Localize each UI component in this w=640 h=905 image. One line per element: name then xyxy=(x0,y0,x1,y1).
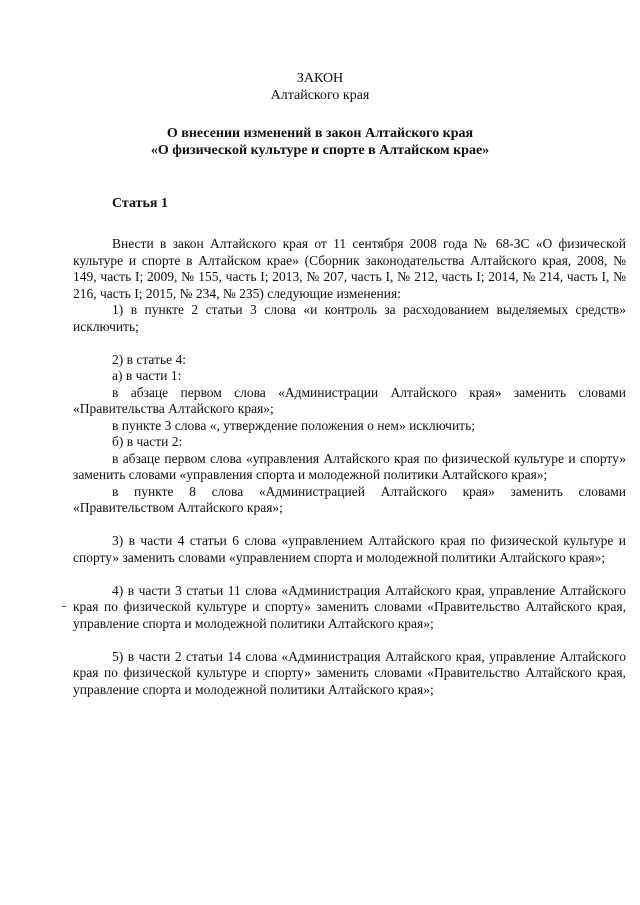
paragraph: в пункте 8 слова «Администрацией Алтайского края» заменить словами «Правительством Алтайского края»; xyxy=(73,483,626,515)
doc-issuer: Алтайского края xyxy=(270,88,370,103)
scan-mark xyxy=(62,606,66,607)
subject-line-1: О внесении изменений в закон Алтайского края xyxy=(166,126,474,141)
paragraph: 5) в части 2 статьи 14 слова «Администрация Алтайского края, управление Алтайского края по физической культуре и спорту» заменить словами «Правительство Алтайского края, управление спорта и молодежной политики Алтайского края»; xyxy=(73,648,626,697)
doc-subject xyxy=(0,125,640,159)
paragraph: а) в части 1: xyxy=(112,368,182,383)
paragraph: в пункте 3 слова «, утверждение положения о нем» исключить; xyxy=(112,417,475,433)
title-block xyxy=(0,70,640,104)
paragraph: Внести в закон Алтайского края от 11 сентября 2008 года № 68-ЗС «О физической культуре и спорте в Алтайском крае» (Сборник законодательства Алтайского края, 2008, № 149, часть I; 2009, № 155, часть I; 2013, № 207, часть I, № 212, часть I; 2014, № 214, часть I, № 216, часть I; 2015, № 234, № 235) следующие изменения: xyxy=(73,236,627,301)
paragraph-gap xyxy=(73,517,626,534)
paragraph: 4) в части 3 статьи 11 слова «Администрация Алтайского края, управление Алтайского края по физической культуре и спорту» заменить словами «Правительство Алтайского края, управление спорта и молодежной политики Алтайского края»; xyxy=(73,582,626,631)
paragraph: в абзаце первом слова «Администрации Алтайского края» заменить словами «Правительства Алтайского края»; xyxy=(73,384,626,416)
paragraph: 2) в статье 4: xyxy=(112,351,186,367)
paragraph: б) в части 2: xyxy=(112,434,183,449)
paragraph: 3) в части 4 статьи 6 слова «управлением Алтайского края по физической культуре и спорту» заменить словами «управлением спорта и молодежной политики Алтайского края»; xyxy=(73,533,626,565)
article-heading: Статья 1 xyxy=(112,196,168,211)
article-body xyxy=(73,236,626,698)
paragraph-gap xyxy=(73,566,626,583)
paragraph-gap xyxy=(73,632,626,649)
subject-line-2: «О физической культуре и спорте в Алтайском крае» xyxy=(150,143,490,158)
paragraph: 1) в пункте 2 статьи 3 слова «и контроль за расходованием выделяемых средств» исключить; xyxy=(73,302,626,334)
paragraph-gap xyxy=(73,335,626,352)
doc-type: ЗАКОН xyxy=(296,71,344,86)
paragraph: в абзаце первом слова «управления Алтайского края по физической культуре и спорту» заменить словами «управления спорта и молодежной политики Алтайского края»; xyxy=(73,450,626,482)
